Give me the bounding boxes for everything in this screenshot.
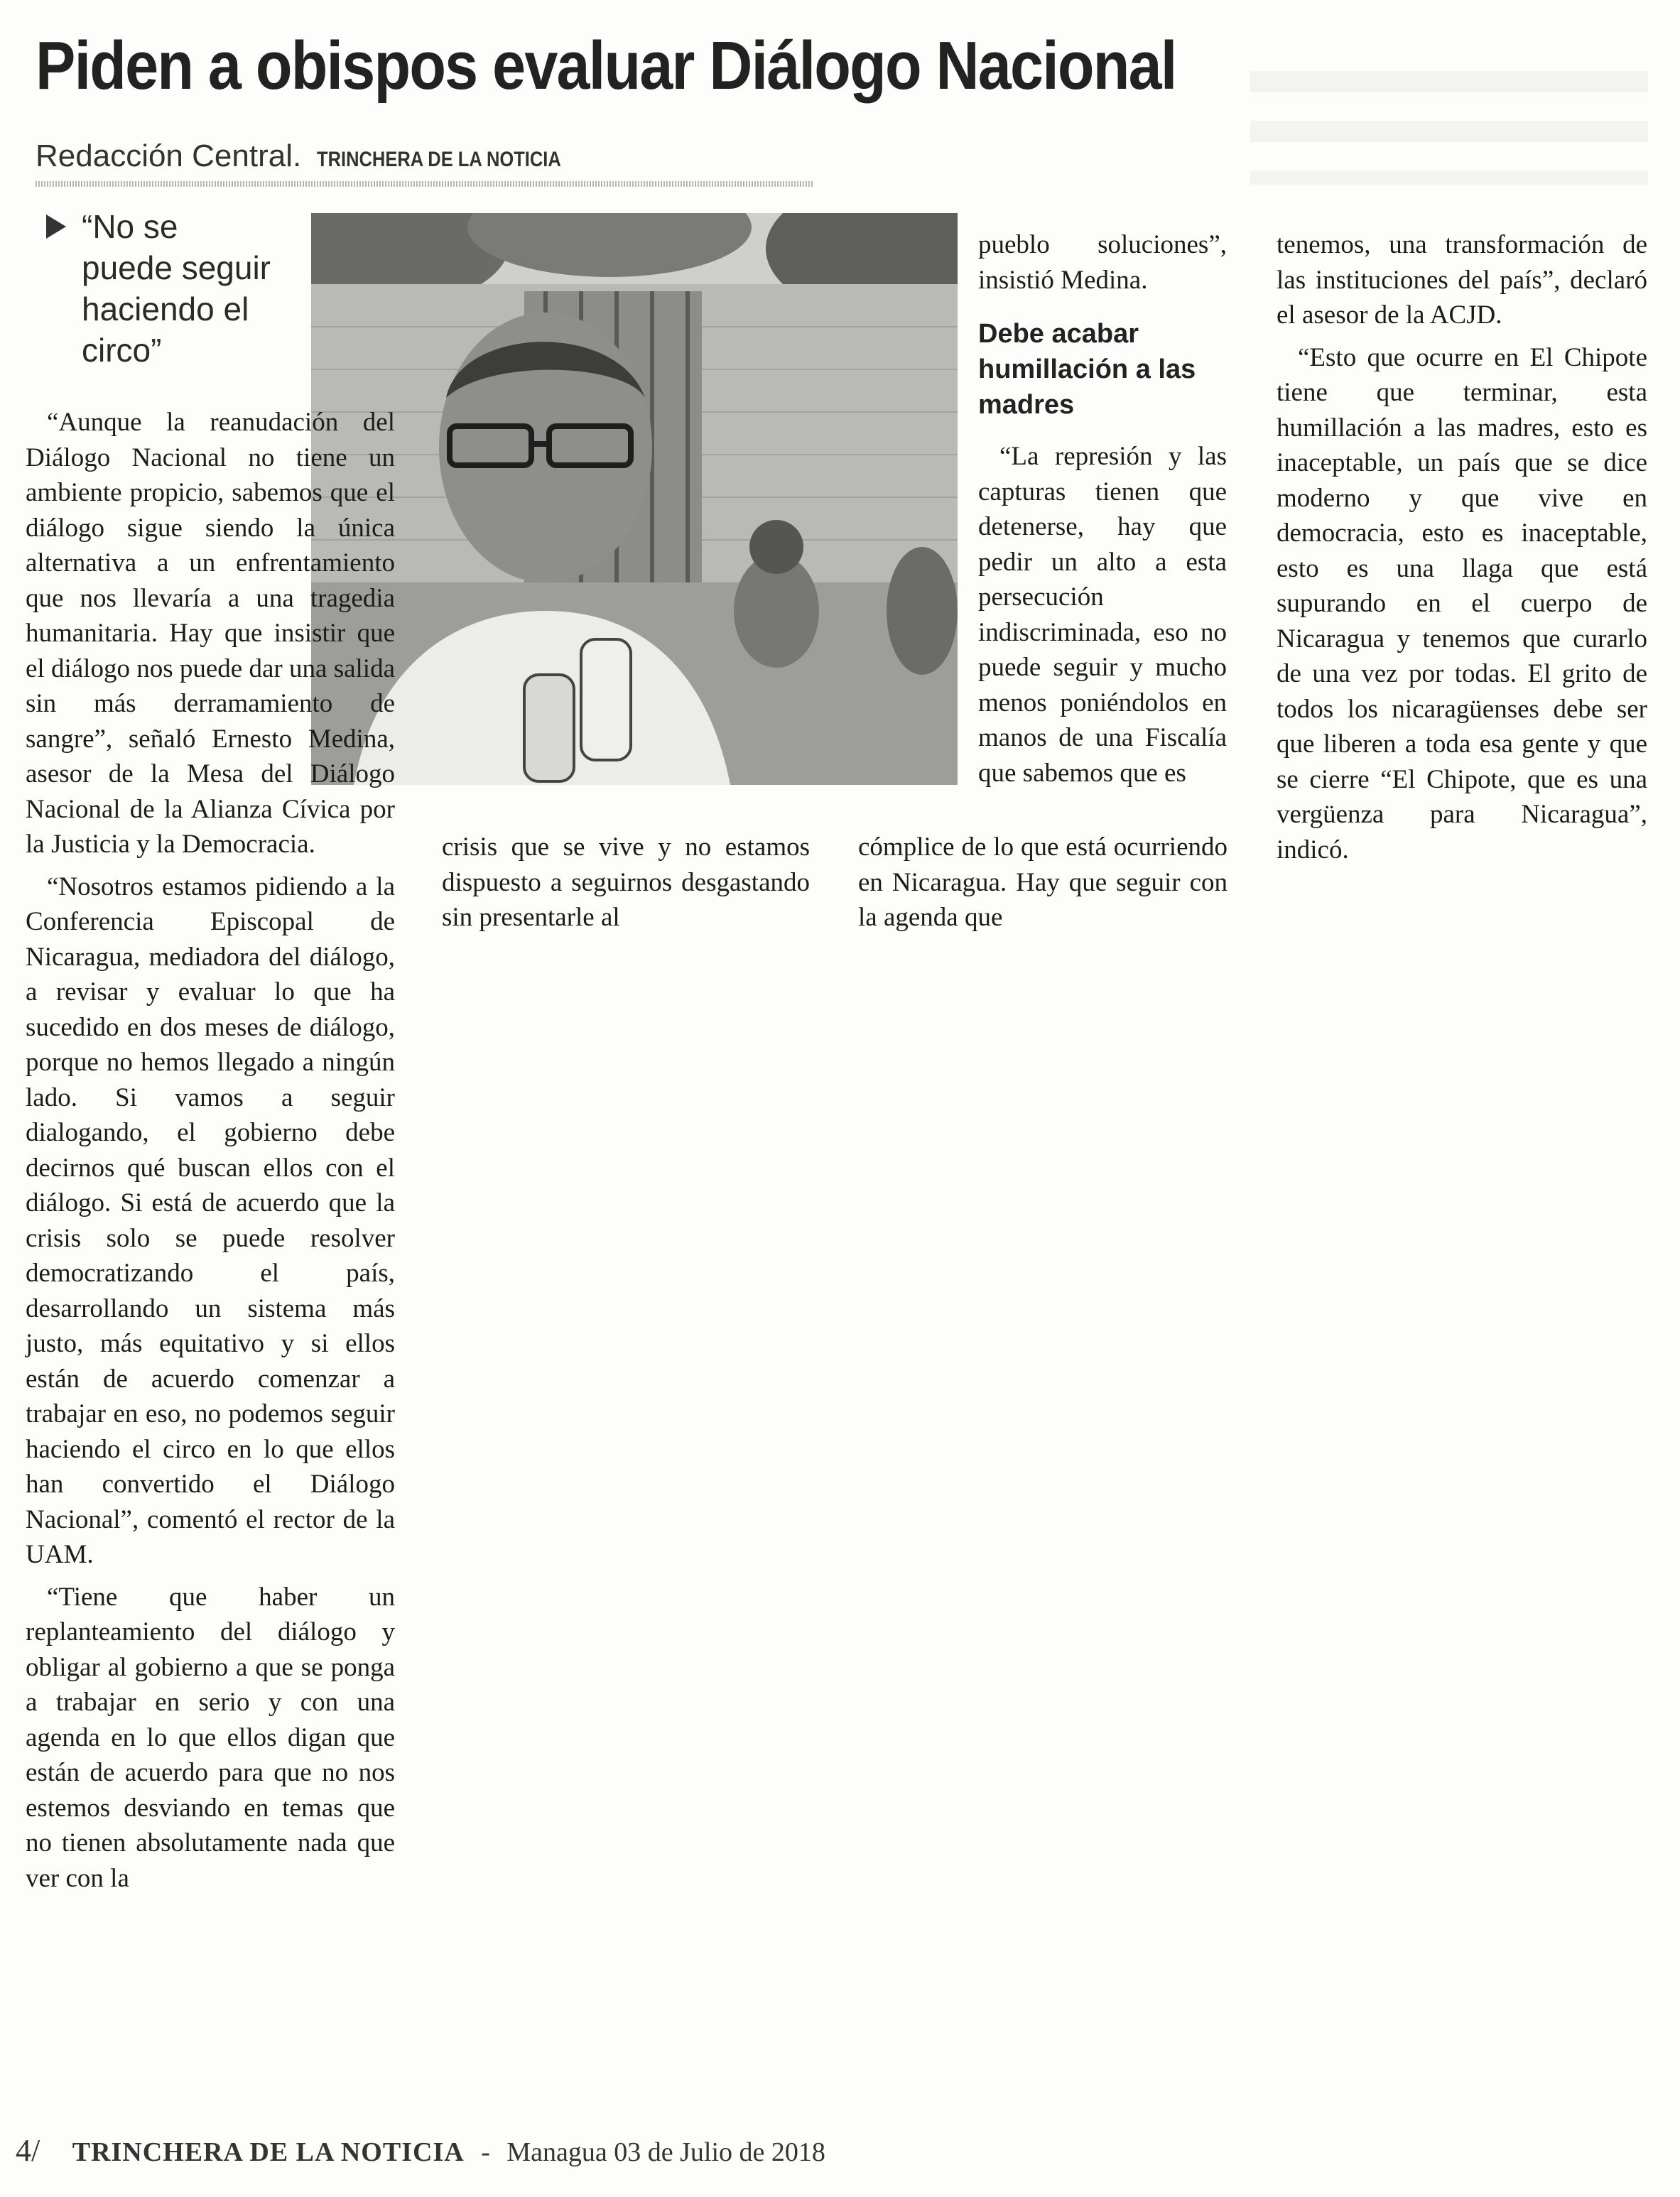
column-2 <box>442 830 810 943</box>
paragraph: tenemos, una transformación de las instituciones del país”, declaró el asesor de la ACJD. <box>1277 230 1647 330</box>
paragraph: “La represión y las capturas tienen que detenerse, hay que pedir un alto a esta persecución indiscriminada, eso no puede seguir y mucho menos poniéndolos en manos de una Fiscalía que sabemos que es <box>978 442 1227 788</box>
triangle-bullet-icon <box>46 215 66 239</box>
byline-rule <box>36 181 813 187</box>
paragraph: “Tiene que haber un replanteamiento del diálogo y obligar al gobierno a que se ponga a trabajar en serio y con una agenda en lo que ellos digan que están de acuerdo para que no nos estemos desviando en temas que no tienen absolutamente nada que ver con la <box>26 1582 395 1893</box>
footer-separator: - <box>481 2137 490 2167</box>
page-footer <box>16 2132 825 2169</box>
paragraph: pueblo soluciones”, insistió Medina. <box>978 230 1227 295</box>
column-3-bottom <box>858 830 1228 943</box>
article-photo <box>311 213 958 785</box>
paragraph: “Nosotros estamos pidiendo a la Conferencia Episcopal de Nicaragua, mediadora del diálogo, a revisar y evaluar lo que ha sucedido en dos meses de diálogo, porque no hemos llegado a ningún lado. Si vamos a seguir dialogando, el gobierno debe decirnos qué buscan ellos con el diálogo. Si está de acuerdo que la crisis solo se puede resolver democratizando el país, desarrollando un sistema más justo, más equitativo y si ellos están de acuerdo comenzar a trabajar en eso, no podemos seguir haciendo el circo en lo que ellos han convertido el Diálogo Nacional”, comentó el rector de la UAM. <box>26 872 395 1569</box>
page-number: 4/ <box>16 2133 40 2168</box>
bleed-through-shadow <box>1250 43 1648 185</box>
paragraph: crisis que se vive y no estamos dispuesto a seguirnos desgastando sin presentarle al <box>442 832 810 932</box>
byline-author: Redacción Central. <box>36 139 302 173</box>
paragraph: cómplice de lo que está ocurriendo en Nicaragua. Hay que seguir con la agenda que <box>858 832 1228 932</box>
pull-quote <box>32 206 273 371</box>
headline: Piden a obispos evaluar Diálogo Nacional <box>36 28 1176 104</box>
byline <box>36 139 605 174</box>
pull-quote-text: “No se puede seguir haciendo el circo” <box>82 208 271 369</box>
column-3-top <box>978 227 1227 305</box>
column-4 <box>1277 227 1647 874</box>
paragraph: “Esto que ocurre en El Chipote tiene que terminar, esta humillación a las madres, esto es inaceptable, un país que se dice moderno y que vive en democracia, esto es inaceptable, esto es una llaga que está supurando en el cuerpo de Nicaragua y tenemos que curarlo de una vez por todas. El grito de todos los nicaragüenses debe ser que liberen a toda esa gente y que se cierre “El Chipote, que es una vergüenza para Nicaragua”, indicó. <box>1277 342 1647 864</box>
footer-dateline: Managua 03 de Julio de 2018 <box>506 2137 825 2167</box>
footer-publication: TRINCHERA DE LA NOTICIA <box>72 2137 465 2167</box>
column-3-middle <box>978 439 1227 798</box>
subheading: Debe acabar humillación a las madres <box>978 319 1196 420</box>
photo-illustration <box>311 213 958 785</box>
byline-publication: TRINCHERA DE LA NOTICIA <box>317 148 562 171</box>
column-1 <box>26 405 395 1903</box>
paragraph: “Aunque la reanudación del Diálogo Nacional no tiene un ambiente propicio, sabemos que el diálogo sigue siendo la única alternativa a un enfrentamiento que nos llevaría a una tragedia humanitaria. Hay que insistir que el diálogo nos puede dar una salida sin más derramamiento de sangre”, señaló Ernesto Medina, asesor de la Mesa del Diálogo Nacional de la Alianza Cívica por la Justicia y la Democracia. <box>26 408 395 859</box>
